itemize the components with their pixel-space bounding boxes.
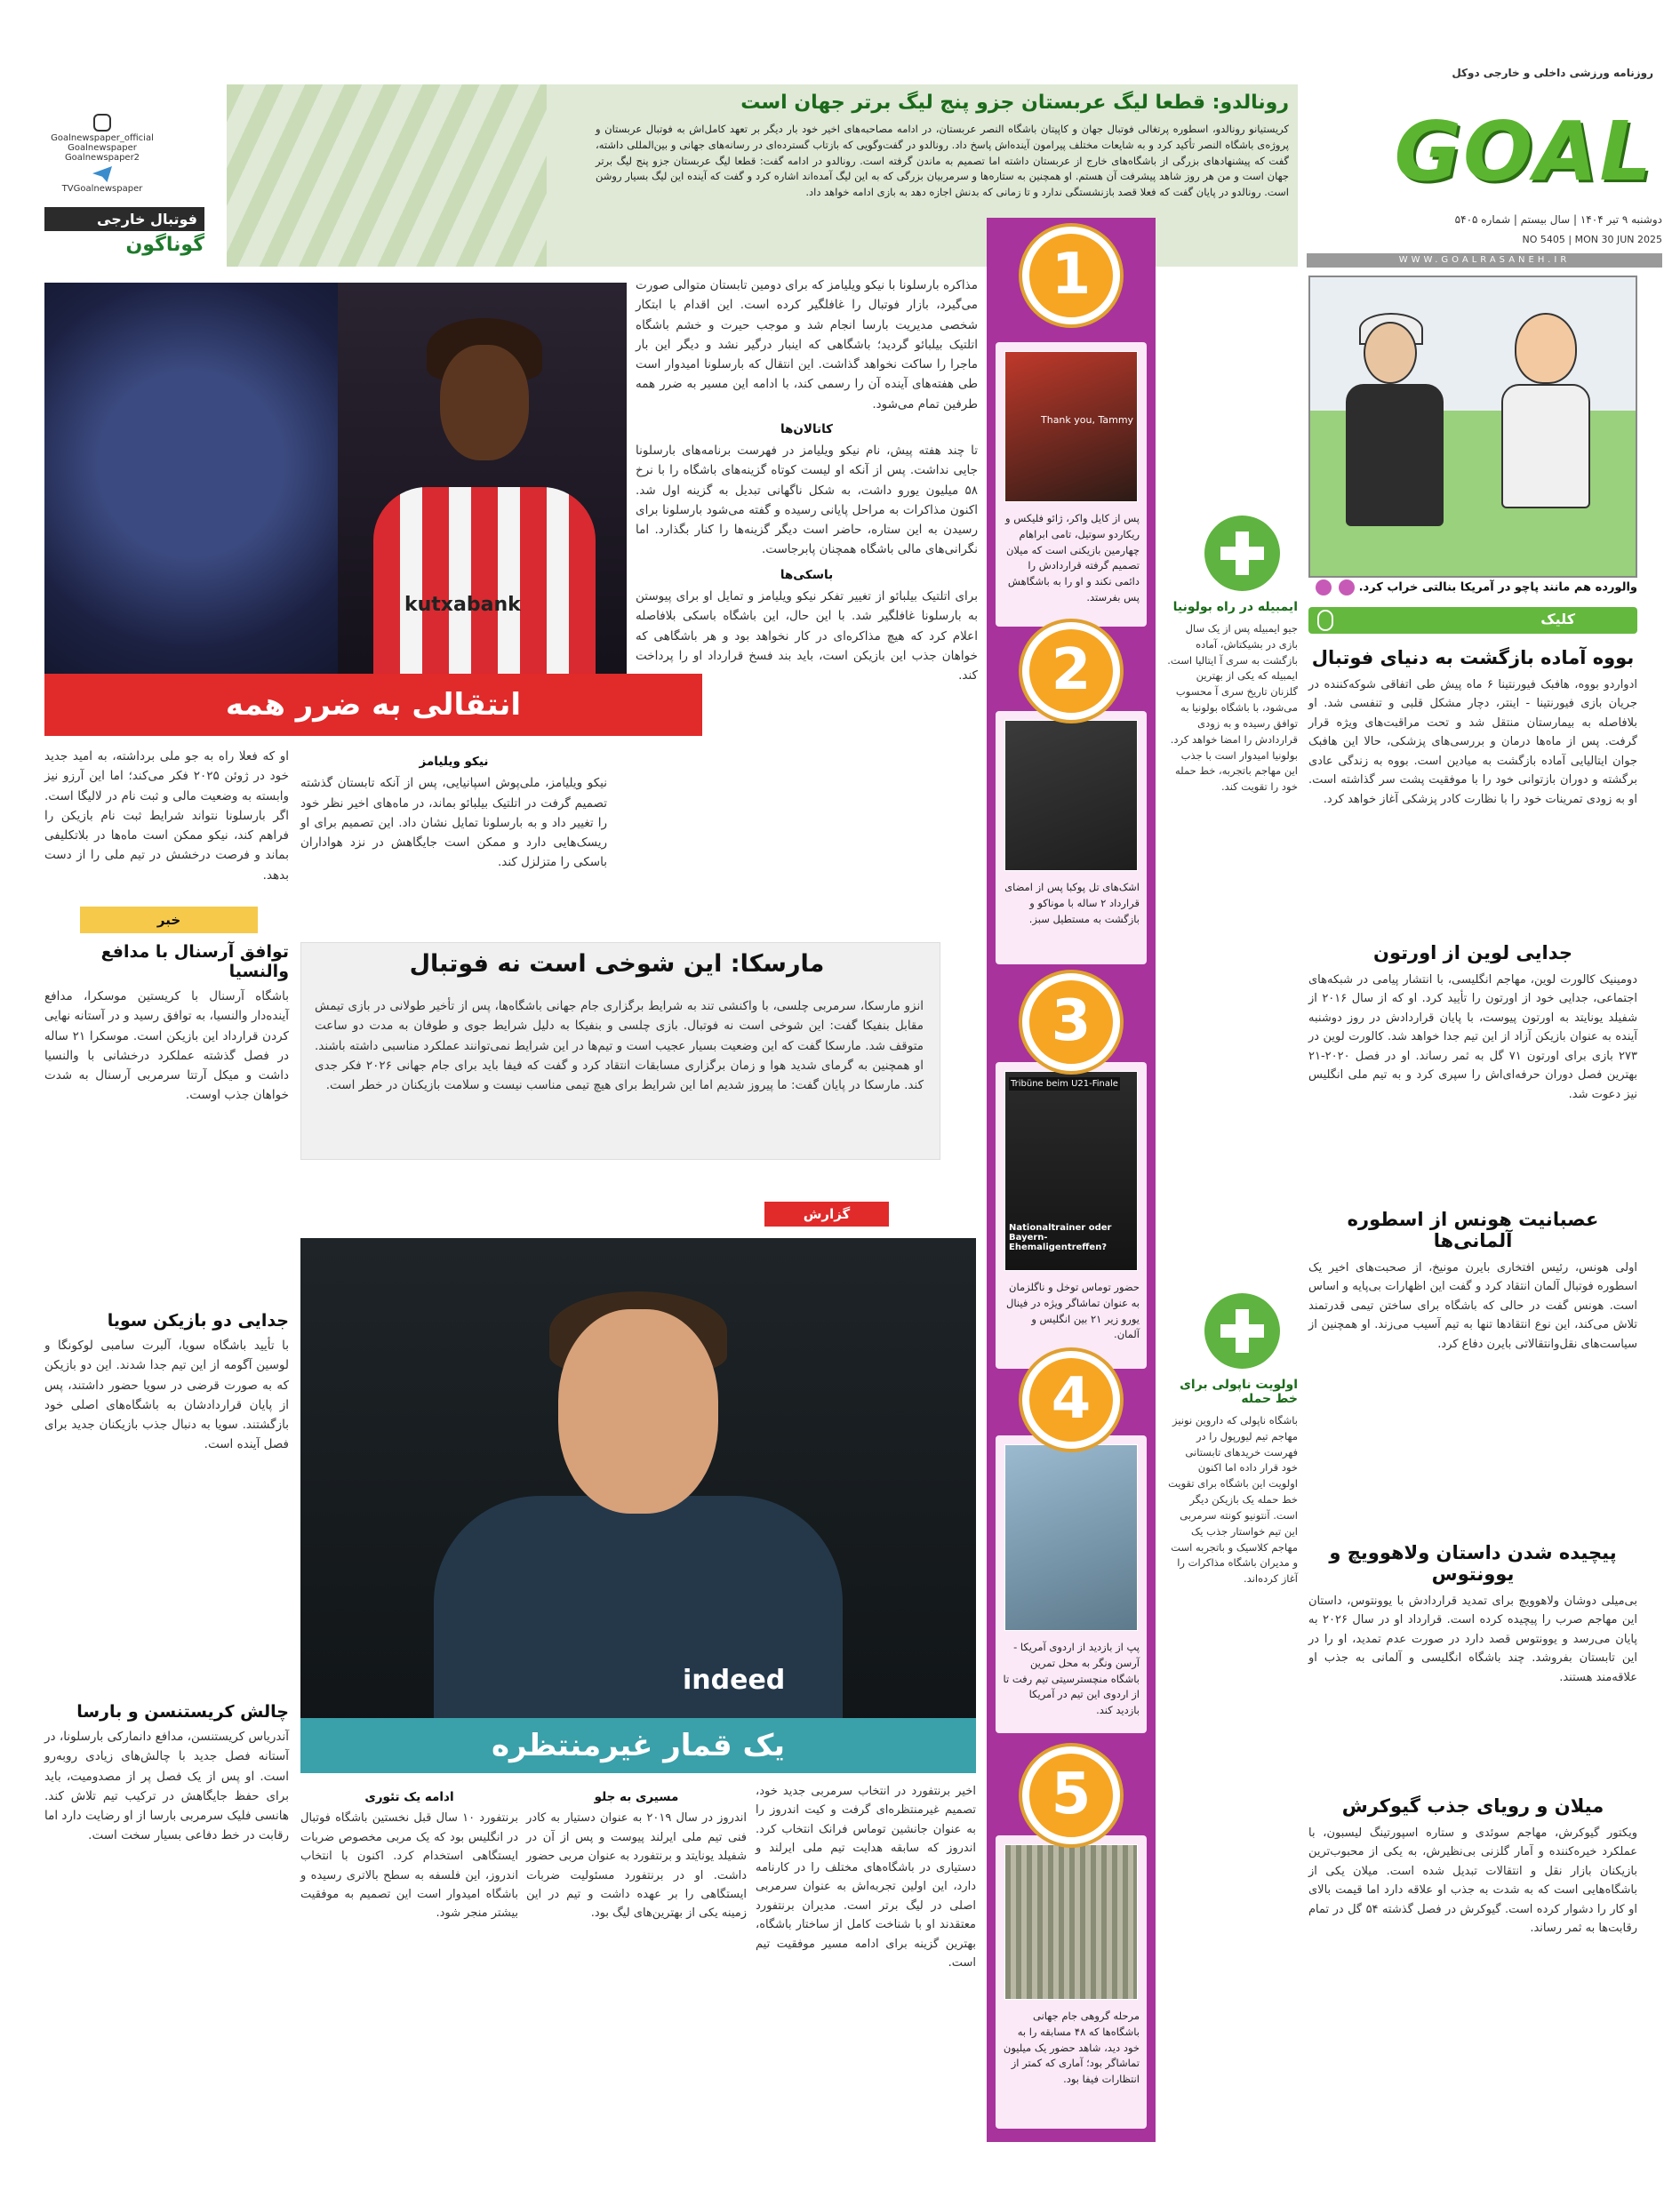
feature-title: انتقالی به ضرر همه [44,674,702,736]
click-story-5-body: ویکتور گیوکرش، مهاجم سوئدی و ستاره اسپورتینگ لیسبون، با عملکرد خیره‌کننده و آمار گلزنی بی‌نظیرش، به یکی از محبوب‌ترین بازیکنان بازار نقل و انتقالات تبدیل شده است. میلان یکی از باشگاه‌هایی است که به شدت به جذب او علاقه دارد اما قیمت بالای او کار را دشوار کرده است. گیوکرش در فصل گذشته ۵۴ گل در تمام رقابت‌ها به ثمر رساند. [1308,1826,1637,1936]
feature-paragraph-4: نیکو ویلیامز، ملی‌پوش اسپانیایی، پس از آنکه تابستان گذشته تصمیم گرفت در اتلتیک بیلبائو بماند، در ماه‌های اخیر نظر خود را تغییر داد و به بارسلونا تمایل نشان داد. این تصمیم برای او ریسک‌هایی دارد و ممکن است جایگاهش در نزد هواداران باسکی را متزلزل کند. [300,776,607,870]
news-story-3 [44,1702,289,1846]
side-story-1-body: جیو ایمبیله پس از یک سال بازی در بشیکتاش، آماده بازگشت به سری آ ایتالیا است. ایمبیله که یکی از بهترین گلزنان تاریخ سری آ محسوب می‌شود، با باشگاه بولونیا به توافق رسیده و به زودی قراردادش را امضا خواهد کرد. بولونیا امیدوار است با جذب این مهاجم باتجربه، خط حمله خود را تقویت کند. [1167,622,1298,794]
click-story-2-body: دومینیک کالورت لوین، مهاجم انگلیسی، با انتشار پیامی در شبکه‌های اجتماعی، جدایی خود از اورتون را تأیید کرد. او که از سال ۲۰۱۶ از شفیلد یونایتد به اورتون پیوست، با پایان قراردادش در روز دوشنبه آینده به عنوان بازیکن آزاد از این تیم جدا خواهد شد. کالورت لوین در ۲۷۳ بازی برای اورتون ۷۱ گل به ثمر رساند. او در فصل ۲۰۲۰-۲۱ بهترین فصل دوران حرفه‌ای‌اش را سپری کرد و به تیم ملی انگلیس نیز دعوت شد. [1308,973,1637,1101]
click-story-5 [1308,1795,1637,1938]
click-story-1-body: ادواردو بووه، هافبک فیورنتینا ۶ ماه پیش طی اتفاقی شوکه‌کننده در جریان بازی فیورنتینا - اینتر، دچار مشکل قلبی و تنفسی شد. او بلافاصله به بیمارستان منتقل شد و تحت مراقبت‌های ویژه قرار گرفت. پس از ماه‌ها درمان و بررسی‌های پزشکی، حالا این هافبک جوان ایتالیایی آماده بازگشت به میادین است. بووه به زندگی عادی برگشته و دوران بازتوانی خود را با موفقیت پشت سر گذاشته است. او به زودی تمرینات خود را با نظارت کادر پزشکی آغاز خواهد کرد. [1308,678,1637,806]
section-header [44,114,222,256]
shirt-sponsor: kutxabank [404,594,521,616]
click-story-1 [1308,647,1637,809]
cartoon-caption [1308,579,1637,595]
number-badge-2: 2 [1022,622,1120,720]
feature-paragraph-5: او که فعلا راه به جو ملی برداشته، به امید جدید خود در ژوئن ۲۰۲۵ فکر می‌کند؛ اما این آرزو نیز وابسته به وضعیت مالی و ثبت نام در لالیگا است. اگر بارسلونا نتواند شرایط ثبت نام بازیکن را فراهم کند، نیکو ممکن است ماه‌ها در بلاتکلیفی بماند و فرصت درخشش در تیم ملی را از دست بدهد. [44,749,290,883]
news-tag: خبر [80,907,258,933]
photo-panel-1 [996,342,1147,627]
sad-face-icon [1339,579,1355,595]
photo-panel-3-caption: حضور توماس توخل و ناگلزمان به عنوان تماشاگر ویژه در فینال یورو زیر ۲۱ بین انگلیس و آلمان. [1006,1281,1140,1341]
section-title: فوتبال خارجی [44,207,204,231]
player-face [440,345,529,460]
click-section-bar [1308,607,1637,634]
photo-panel-4-image [1004,1444,1138,1631]
photo-panel-2-image [1004,720,1138,871]
photo-panel-3-headline: Nationaltrainer oder Bayern-Ehemaligentreffen? [1009,1223,1112,1252]
report-photo [300,1238,976,1762]
section-subtitle: گوناگون [125,234,204,256]
photo-panel-4-caption: پپ از بازدید از اردوی آمریکا - آرسن ونگر به محل تمرین باشگاه منچسترسیتی تیم رفت تا از اردوی این تیم در آمریکا بازدید کند. [1003,1641,1140,1717]
news-story-1-body: باشگاه آرسنال با کریستین موسکرا، مدافع آینده‌دار والنسیا، به توافق رسید و در آستانه نهایی کردن قرارداد این بازیکن است. موسکرا ۲۱ ساله در فصل گذشته عملکرد درخشانی با والنسیا داشت و میکل آرتتا سرمربی آرسنال به شدت خواهان جذب اوست. [44,989,289,1103]
click-story-3 [1308,1209,1637,1354]
number-badge-3: 3 [1022,973,1120,1071]
click-story-4 [1308,1542,1637,1687]
news-story-2-body: با تأیید باشگاه سویا، آلبرت سامبی لوکونگا و لوسین آگومه از این تیم جدا شدند. این دو بازیکن که به صورت قرضی در سویا حضور داشتند، پس از پایان قراردادشان به باشگاه‌های اصلی خود بازگشتند. سویا به دنبال جذب بازیکنان جدید برای فصل آینده است. [44,1339,289,1452]
report-column-3 [300,1782,518,1927]
report-paragraph-1: اخیر برنتفورد در انتخاب سرمربی جدید خود، تصمیم غیرمنتظره‌ای گرفت و کیت اندروز را به عنوان جانشین توماس فرانک انتخاب کرد. اندروز که سابقه هدایت تیم ملی ایرلند و دستیاری در باشگاه‌های مختلف را در کارنامه دارد، این اولین تجربه‌اش به عنوان سرمربی اصلی در لیگ برتر است. مدیران برنتفورد معتقدند او با شناخت کامل از ساختار باشگاه، بهترین گزینه برای ادامه مسیر موفقیت تیم است. [756,1785,976,1970]
photo-panel-1-caption: پس از کایل واکر، ژائو فلیکس و ریکاردو سوتیل، تامی ابراهام چهارمین بازیکنی است که میلان تصمیم گرفته قراردادش را دائمی نکند و او را به باشگاهش پس بفرستد. [1005,512,1140,604]
marseille-box [300,942,940,1160]
feature-photo [44,283,627,736]
lead-body: کریستیانو رونالدو، اسطوره پرتغالی فوتبال جهان و کاپیتان باشگاه النصر عربستان، در ادامه مصاحبه‌های اخیر خود بار دیگر بر تعهد کامل‌اش به فوتبال عربستان و پروژه‌ی باشگاه النصر تأکید کرد و به شایعات مختلف پیرامون آینده‌اش پاسخ داد. رونالدو در گفت‌وگویی که بازتاب گسترده‌ای در رسانه‌های جهانی و بین‌المللی داشته، گفت که پیشنهادهای بزرگی از باشگاه‌های خارج از عربستان داشته اما تصمیم به ماندن گرفته است. رونالدو در ادامه گفت: قطعا لیگ عربستان جزو پنج لیگ برتر جهان است و من هر روز شاهد پیشرفت آن هستم. او همچنین به ستاره‌ها و سرمربیان بزرگی که به این لیگ آمده‌اند اشاره کرد و گفت که آینده این لیگ بسیار روشن است. رونالدو در پایان گفت که فعلا قصد بازنشستگی ندارد و تا زمانی که بدنش اجازه دهد به بازی ادامه خواهد داد. [596,123,1289,199]
social-links [44,114,160,194]
feature-paragraph-2: تا چند هفته پیش، نام نیکو ویلیامز در فهرست برنامه‌های بارسلونا جایی نداشت. پس از آنکه او لیست کوتاه گزینه‌های باشگاه را با نرخ ۵۸ میلیون یورو داشت، به شکل ناگهانی تبدیل به گزینه اول شد. اکنون مذاکرات به مراحل پایانی رسیده و گفته می‌شود بارسلونا برای رسیدن به این ستاره، حاضر است دیگر گزینه‌ها را کنار بگذارد. اما نگرانی‌های مالی باشگاه همچنان پابرجاست. [636,444,978,557]
photo-panel-3 [996,1062,1147,1369]
site-strip: WWW.GOALRASANEH.IR [1307,253,1662,268]
report-subhead-2: ادامه یک تئوری [364,1790,454,1804]
news-story-1-title: توافق آرسنال با مدافع والنسیا [100,942,289,981]
news-story-3-title: چالش کریستنسن و بارسا [76,1702,289,1722]
mouse-icon [1317,610,1333,631]
plus-icon [1204,516,1280,591]
feature-photo-left [44,283,338,736]
news-story-3-body: آندریاس کریستنسن، مدافع دانمارکی بارسلونا، در آستانه فصل جدید با چالش‌های زیادی روبه‌رو است. او پس از یک فصل پر از مصدومیت، باید برای حفظ جایگاهش در ترکیب تیم تلاش کند. هانسی فلیک سرمربی بارسا از او رضایت دارد اما رقابت در خط دفاعی بسیار سخت است. [44,1730,289,1843]
cartoon-player-body [1501,384,1590,508]
sad-face-icon [1316,579,1332,595]
number-badge-1: 1 [1022,227,1120,324]
logo-text: GOAL [1394,104,1653,199]
report-paragraph-3: برنتفورد ۱۰ سال قبل نخستین باشگاه فوتبال در انگلیس بود که یک مربی مخصوص ضربات ایستگاهی استخدام کرد. اکنون با انتخاب اندروز، این فلسفه به سطح بالاتری رسیده و باشگاه امیدوار است این تصمیم به موفقیت بیشتر منجر شود. [300,1811,519,1921]
cartoon-coach-body [1346,384,1444,526]
social-instagram-2: Goalnewspaper [68,143,137,153]
photo-panel-3-image [1004,1071,1138,1271]
photo-panel-3-banner: Tribüne beim U21-Finale [1011,1079,1118,1089]
newspaper-logo [1333,93,1662,200]
masthead [1307,67,1662,265]
report-title: یک قمار غیرمنتظره [300,1718,976,1773]
click-story-4-title: پیچیده شدن داستان ولاهوویچ و یوونتوس [1329,1542,1617,1585]
feature-subhead-2: باسکی‌ها [780,567,834,582]
social-instagram-1: Goalnewspaper_official [51,133,154,143]
report-column-2 [526,1782,747,1927]
photo-strip-column [987,218,1156,2142]
news-story-2-title: جدایی دو بازیکن سویا [107,1311,289,1331]
side-story-2-body: باشگاه ناپولی که داروین نونیز مهاجم تیم لیورپول را در فهرست خریدهای تابستانی خود قرار داده اما اکنون اولویت این باشگاه برای تقویت خط حمله یک بازیکن دیگر است. آنتونیو کونته سرمربی این تیم خواستار جذب یک مهاجم کلاسیک و باتجربه است و مدیران باشگاه مذاکرات را آغاز کرده‌اند. [1168,1414,1298,1586]
report-tag: گزارش [764,1202,889,1227]
cartoon-coach-head [1364,322,1417,384]
telegram-icon [92,166,112,182]
photo-panel-5 [996,1835,1147,2129]
cartoon-player-head [1515,313,1577,384]
social-telegram: TVGoalnewspaper [61,184,143,194]
report-subhead-1: مسیری به جلو [594,1790,679,1804]
feature-article-mid [300,747,607,876]
feature-subhead-1: کاتالان‌ها [780,421,834,436]
number-badge-5: 5 [1022,1746,1120,1844]
marseille-body: انزو مارسکا، سرمربی چلسی، با واکنشی تند به شرایط برگزاری جام جهانی باشگاه‌ها، پس از تأخیر طولانی در بازی تیمش مقابل بنفیکا گفت: این شوخی است نه فوتبال. بازی چلسی و بنفیکا به دلیل شرایط جوی و طوفان به مدت دو ساعت متوقف شد. مارسکا گفت که این وضعیت بسیار عجیب است و تیم‌ها در این شرایط نمی‌توانند عملکرد مناسبی داشته باشند. او همچنین به گرمای شدید هوا و زمان برگزاری مسابقات انتقاد کرد و گفت که فیفا باید برای جام جهانی ۲۰۲۶ فکر جدی کند. مارسکا در پایان گفت: ما پیروز شدیم اما این شرایط برای هیچ تیمی مناسب نیست و سلامت بازیکنان در خطر است. [315,999,924,1093]
dateline-fa: دوشنبه ۹ تیر ۱۴۰۴ | سال بیستم | شماره ۵۴۰۵ [1454,213,1662,226]
click-story-4-body: بی‌میلی دوشان ولاهوویچ برای تمدید قراردادش با یوونتوس، داستان این مهاجم صرب را پیچیده کرده است. قرارداد او در سال ۲۰۲۶ به پایان می‌رسد و یوونتوس قصد دارد در صورت عدم تمدید، او را در این تابستان بفروشد. چند باشگاه انگلیسی و آلمانی به جذب او علاقه‌مند هستند. [1308,1595,1637,1684]
feature-paragraph-1: مذاکره بارسلونا با نیکو ویلیامز که برای دومین تابستان متوالی صورت می‌گیرد، بازار فوتبال را غافلگیر کرده است. این اقدام با ابتکار شخصی مدیریت بارسا انجام شد و موجب حیرت و خشم باشگاه اتلتیک بیلبائو گردید؛ باشگاهی که اینبار درگیر نشد و دیگر این بار ماجرا را ساکت نخواهد گذاشت. این انتقال که بارسلونا امیدوار است طی هفته‌های آینده آن را رسمی کند، با ادامه این مسیر به ضرر همه طرفین تمام می‌شود. [636,278,978,412]
click-story-3-title: عصبانیت هونس از اسطوره آلمانی‌ها [1347,1209,1599,1251]
lead-decor-stripes [227,84,547,267]
side-story-1-title: ایمبیله در راه بولونیا [1172,600,1298,614]
lead-title: رونالدو: قطعا لیگ عربستان جزو پنج لیگ برتر جهان است [740,92,1289,114]
cartoon-illustration [1308,276,1637,578]
dateline-en: NO 5405 | MON 30 JUN 2025 [1522,234,1662,245]
feature-paragraph-3: برای اتلتیک بیلبائو از تغییر تفکر نیکو ویلیامز و تمایل او برای پیوستن به بارسلونا غافلگیر شد. با این حال، این باشگاه باسکی بلافاصله اعلام کرد که هیچ مذاکره‌ای در کار نخواهد بود و هر باشگاهی که خواهان جذب این بازیکن است، باید بند فسخ قرارداد او را پرداخت کند. [636,588,978,683]
click-story-1-title: بووه آماده بازگشت به دنیای فوتبال [1311,647,1635,668]
report-column-1 [756,1782,976,1976]
report-paragraph-2: اندروز در سال ۲۰۱۹ به عنوان دستیار به کادر فنی تیم ملی ایرلند پیوست و پس از آن در شفیلد یونایتد و برنتفورد به عنوان مربی حضور داشت. او در برنتفورد مسئولیت ضربات ایستگاهی را بر عهده داشت و تیم در این زمینه یکی از بهترین‌های لیگ بود. [526,1811,748,1921]
plus-icon [1204,1293,1280,1369]
social-instagram-3: Goalnewspaper2 [64,153,140,163]
photo-panel-5-image [1004,1844,1138,2000]
masthead-tagline: روزنامه ورزشی داخلی و خارجی دوکل [1452,67,1653,79]
photo-panel-4 [996,1435,1147,1733]
marseille-title: مارسکا: این شوخی است نه فوتبال [409,950,825,978]
coach-shirt-sponsor: indeed [683,1665,786,1696]
side-story-2 [1166,1378,1298,1587]
feature-photo-right [338,283,627,736]
click-story-2-title: جدایی لوین از اورتون [1373,942,1572,963]
photo-panel-2 [996,711,1147,964]
photo-panel-2-caption: اشک‌های تل پوکبا پس از امضای قرارداد ۲ ساله با موناکو و بازگشت به مستطیل سبز. [1004,881,1140,925]
click-story-5-title: میلان و رویای جذب گیوکرش [1341,1795,1604,1817]
feature-article-right [636,276,978,689]
side-story-2-title: اولویت ناپولی برای خط حمله [1180,1378,1298,1406]
photo-panel-1-overlay: Thank you, Tammy [1041,414,1134,426]
number-badge-4: 4 [1022,1351,1120,1449]
news-story-2 [44,1311,289,1455]
photo-panel-5-caption: مرحله گروهی جام جهانی باشگاه‌ها که ۴۸ مسابقه را به خود دید، شاهد حضور یک میلیون تماشاگر بود؛ آماری که کمتر از انتظارات فیفا بود. [1003,2010,1140,2086]
click-label: کلیک [1540,611,1575,627]
photo-panel-1-image [1004,351,1138,502]
feature-article-left [44,747,289,889]
instagram-icon [93,114,111,132]
cartoon-caption-text: والورده هم مانند پاچو در آمریکا بنالتی خراب کرد. [1358,580,1637,595]
side-story-1 [1166,600,1298,795]
coach-face [558,1309,718,1514]
click-story-3-body: اولی هونس، رئیس افتخاری بایرن مونیخ، از صحبت‌های اخیر یک اسطوره فوتبال آلمان انتقاد کرد و گفت این اظهارات بی‌پایه و اساس است. هونس گفت در حالی که باشگاه برای ساختن تیمی قدرتمند تلاش می‌کند، این نوع انتقادها تنها به تیم آسیب می‌زند. او همچنین از سیاست‌های نقل‌وانتقالاتی بایرن دفاع کرد. [1308,1261,1637,1351]
feature-subhead-3: نیکو ویلیامز [419,755,489,769]
news-story-1 [44,942,289,1106]
click-story-2 [1308,942,1637,1104]
